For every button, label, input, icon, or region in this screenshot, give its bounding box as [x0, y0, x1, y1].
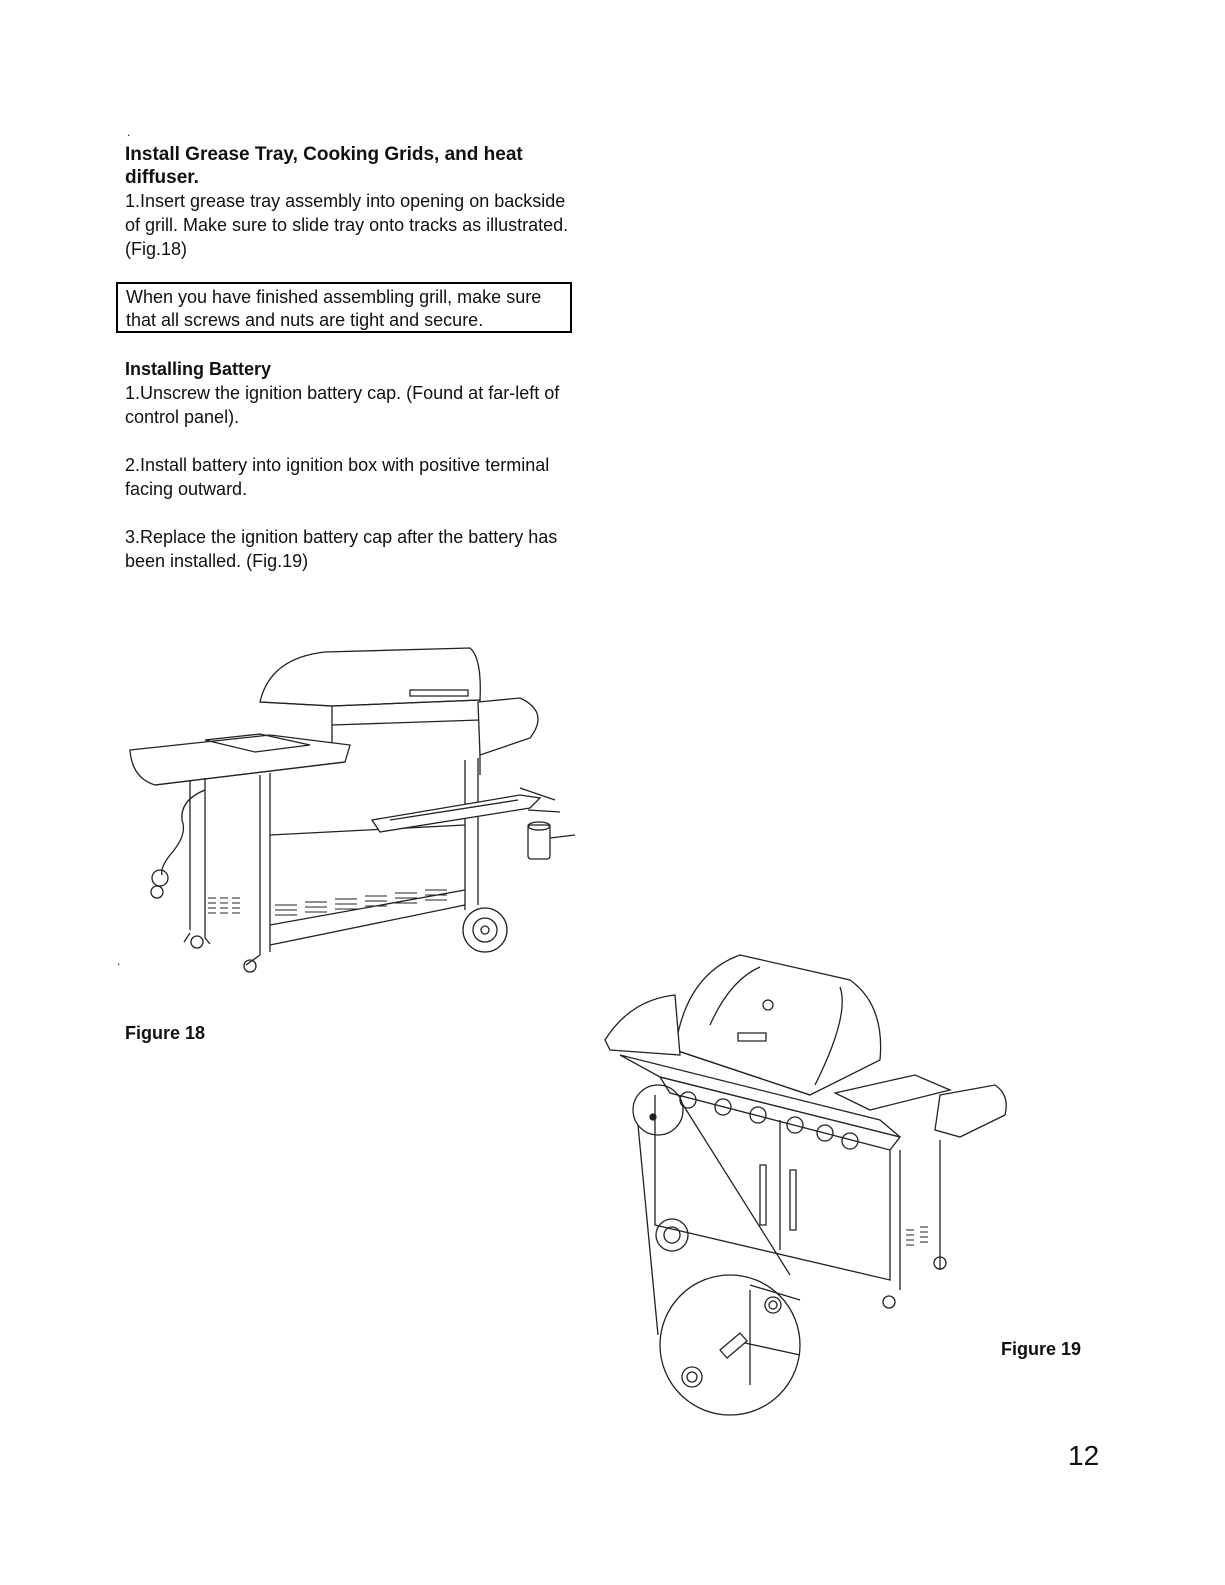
figure-19-caption: Figure 19 [1001, 1339, 1082, 1359]
stray-mark: . [127, 125, 131, 139]
battery-step-3: 3.Replace the ignition battery cap after the battery has been installed. (Fig.19) [125, 527, 558, 571]
page-number: 12 [1068, 1440, 1100, 1471]
grease-step-1: 1.Insert grease tray assembly into opening on backside of grill. Make sure to slide tray onto tracks as illustrated. (Fig.18) [125, 191, 569, 259]
notice-box [116, 282, 572, 333]
figure-18-caption: Figure 18 [125, 1023, 206, 1043]
section-title-battery: Installing Battery [125, 359, 272, 379]
stray-mark: . [117, 954, 121, 968]
grill-grease-tray-illustration [110, 640, 590, 990]
battery-step-1: 1.Unscrew the ignition battery cap. (Found at far-left of control panel). [125, 383, 560, 427]
grill-battery-install-illustration [600, 945, 1020, 1420]
battery-step-2: 2.Install battery into ignition box with positive terminal facing outward. [125, 455, 550, 499]
section-title-grease-tray: Install Grease Tray, Cooking Grids, and heat diffuser. [125, 144, 523, 188]
notice-text: When you have finished assembling grill, make sure that all screws and nuts are tight and secure. [126, 287, 542, 330]
